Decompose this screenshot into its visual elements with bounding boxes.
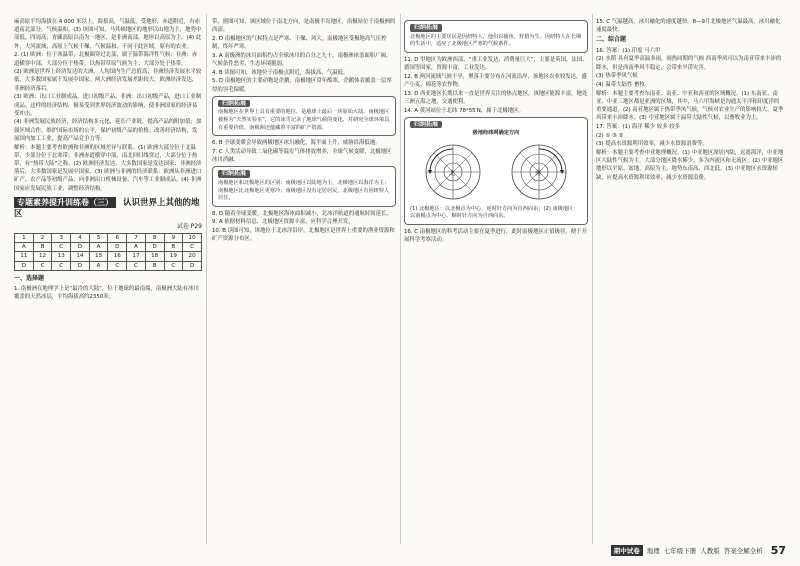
paragraph: 14. A 黄河站位于北纬 78°55′N，属于北极地区。 xyxy=(404,107,524,114)
column-2 xyxy=(212,18,396,244)
paragraph: 10. B 读图可知，该地位于北冰洋沿岸，北极地区是世界上重要的渔业资源和矿产资源分布区。 xyxy=(212,228,395,243)
paragraph: (3) 热带季风气候 xyxy=(596,73,638,80)
paragraph: 12. B 两河流域气候干旱，聚落主要分布在河流沿岸，该地区农业较发达，盛产小麦、棉花等农作物。 xyxy=(404,73,587,88)
table-cell: 5 xyxy=(89,233,108,242)
table-cell: 9 xyxy=(164,233,183,242)
table-cell: D xyxy=(183,261,202,270)
table-cell: 4 xyxy=(71,233,90,242)
paragraph: 13. D 西亚地区长期以来一直是世界关注的热点地区，该地区能源丰富，地处三洲五海之地，交通便利。 xyxy=(404,90,588,105)
table-row xyxy=(15,233,202,242)
summary-box xyxy=(212,96,396,136)
page-number: 57 xyxy=(770,543,786,557)
paragraph: (3) 提高水资源利用效率，减少水资源浪费等。 xyxy=(596,141,708,148)
paragraph: (2) ① ③ ② xyxy=(596,132,624,139)
table-cell: 8 xyxy=(145,233,164,242)
table-cell: C xyxy=(183,243,202,252)
diagram-title: 极地经纬网确定方向 xyxy=(472,130,520,137)
analysis: 解析：本题主要考查东南亚、南亚、中亚和西亚的区域概况。(1) 东南亚、南亚、中亚三地区都是亚洲的区域，其中，马六甲海峡是沟通太平洋和印度洋的重要通道。(2) 南亚地区属于热带季风气候，气候对农业生产的影响较大，夏季风带来丰沛降水。(3) 中亚地区属于温带大陆性气候，以畜牧业为主。 xyxy=(596,90,784,122)
table-cell: 18 xyxy=(145,252,164,261)
footer-grade: 七年级下册 xyxy=(663,546,697,555)
table-row xyxy=(15,252,202,261)
paragraph: 2. D 南极地区的气候特点是严寒、干燥、风大。南极地区受极地高气压控制，终年严寒。 xyxy=(212,35,387,51)
table-row xyxy=(15,243,202,252)
column-1 xyxy=(14,18,202,302)
section-title: 认识世界上其他的地区 xyxy=(14,197,200,219)
table-cell: C xyxy=(52,243,71,252)
table-cell: A xyxy=(89,261,108,270)
box-text: 北极地区的主要居民是因纽特人，他们以捕鱼、狩猎为生。因纽特人在长期的生活中，适应了北极地区严寒的气候条件。 xyxy=(410,33,582,48)
table-cell: D xyxy=(71,243,90,252)
paragraph: 1. 南极洲在地理学上是“最冷的大陆”，位于地球的最南端，南极洲大陆有冰川覆盖的天然冰层，平均海拔高约2350米。 xyxy=(14,285,199,301)
column-divider xyxy=(206,14,207,544)
column-divider xyxy=(592,14,593,544)
column-4 xyxy=(596,18,784,182)
analysis: 解析：本题主要考查欧洲和非洲的区域差异与联系。(1) 欧洲大部分位于北温带，少部分位于北寒带；非洲赤道横穿中部，南北回归线穿过，大部分位于热带，有“热带大陆”之称。(2) 欧洲经济发达，大多数国家是发达国家；非洲经济落后，大多数国家是发展中国家。(3) 欧洲与非洲的经济联系：欧洲从非洲进口矿产、农产品等初级产品，向非洲出口机械设备、汽车等工业制成品。(4) 非洲国家应发展民族工业，调整经济结构。 xyxy=(14,144,202,192)
footer-tag: 答案全解全析 xyxy=(723,546,763,555)
table-cell: C xyxy=(164,261,183,270)
paper-reference: 试卷 P29 xyxy=(176,222,202,230)
table-cell: 2 xyxy=(33,233,52,242)
answer: 17. 答案：(1) 海洋 稀少 较多 较多 xyxy=(596,123,681,130)
box-heading: 归纳拓展 xyxy=(218,170,250,178)
table-cell: C xyxy=(33,261,52,270)
diagram-box xyxy=(404,117,588,225)
table-cell: C xyxy=(127,261,146,270)
footer-subject: 地理 xyxy=(646,546,660,555)
polar-diagrams xyxy=(410,141,582,203)
table-cell: B xyxy=(33,243,52,252)
paragraph: 4. B 读图可知，该地位于南极点附近，海拔高、气温低。 xyxy=(212,69,349,76)
summary-box xyxy=(212,166,396,206)
table-cell: C xyxy=(52,261,71,270)
table-cell: 14 xyxy=(71,252,90,261)
table-cell: 20 xyxy=(183,252,202,261)
north-pole-diagram xyxy=(418,141,488,203)
paragraph: 11. D 甲地区为欧洲西部，“重工业发达，消费量巨大”，主要是英国、法国、德国等国家，资源丰富，工业发达。 xyxy=(404,56,588,71)
box-text: (1) 北极地区：以北极点为中心，逆时针方向为自西向东；(2) 南极地区：以南极点为中心，顺时针方向为自西向东。 xyxy=(410,205,579,220)
paragraph: 8. D 随着全球变暖，北极地区海冰面积减小，北冰洋航道的通航时间延长。 xyxy=(212,210,392,217)
table-cell: 13 xyxy=(52,252,71,261)
table-cell: D xyxy=(108,243,127,252)
table-cell: 12 xyxy=(33,252,52,261)
column-divider xyxy=(400,14,401,544)
section-heading xyxy=(14,197,202,220)
table-cell: 10 xyxy=(183,233,202,242)
table-cell: A xyxy=(89,243,108,252)
table-cell: 17 xyxy=(127,252,146,261)
footer-edition: 人教版 xyxy=(700,546,720,555)
table-cell: B xyxy=(164,243,183,252)
table-cell: A xyxy=(15,243,34,252)
table-cell: 19 xyxy=(164,252,183,261)
page-footer xyxy=(611,544,786,556)
box-heading: 归纳拓展 xyxy=(410,24,442,32)
paragraph: 3. A 南极洲的冰川面积约占全球冰川的百分之九十，南极洲冰盖面积广阔，气候条件恶劣，生态环境脆弱。 xyxy=(212,52,392,68)
paragraph: 16. C 南极地区的科考活动主要在夏季进行，此时南极地区正值极昼，便于开展科学考察活动。 xyxy=(404,229,587,244)
table-cell: D xyxy=(145,243,164,252)
subheading: 一、选择题 xyxy=(14,274,45,282)
table-row xyxy=(15,261,202,270)
subheading: 二、综合题 xyxy=(596,36,627,44)
pole-label: 南 xyxy=(535,169,542,177)
table-cell: B xyxy=(145,261,164,270)
paragraph: (3) 欧洲：出口工业制成品，进口初级产品。非洲：出口初级产品，进口工业制成品。这样的经济结构，极易受到世界经济波动的影响，使非洲国家的经济易受冲击。 xyxy=(14,94,202,117)
table-cell: D xyxy=(15,261,34,270)
paragraph: (4) 温带大陆性 畜牧 xyxy=(596,81,645,88)
paragraph: (2) 欧洲是世界上经济发达的大洲，人均国内生产总值高；非洲经济发展水平较低，大多数国家属于发展中国家。两大洲经济发展差距较大，欧洲经济发达，非洲经济落后。 xyxy=(14,69,202,92)
paragraph: 9. A 依据材料信息，北极地区资源丰富，应科学合理开发。 xyxy=(212,219,354,226)
analysis: 解析：本题主要考查中亚地理概况。(1) 中亚地区深居内陆，远离海洋，中亚地区大陆性气候为主，大部分地区降水稀少，多为内流区和无流区。(2) 中亚地区地形以平原、盆地、高原为主，地势东南高、西北低。(3) 中亚地区水资源短缺，应提高水资源利用效率，减少水资源浪费。 xyxy=(596,150,784,181)
summary-box xyxy=(404,20,588,53)
answer: 16. 答案：(1) 印度 马六甲 xyxy=(596,47,661,54)
table-cell: 7 xyxy=(127,233,146,242)
paragraph: (4) 非洲发展民族经济，经济结构多元化，延长产业链，提高产品的附加值；加强区域合作，维护国际市场的公平，保护初级产品的价格；改善经济结构，发展国内加工工业，提高产品竞争力等。 xyxy=(14,119,202,142)
table-cell: C xyxy=(108,261,127,270)
footer-label: 期中试卷 xyxy=(611,545,643,556)
paragraph: 5. D 南极地区的主要动物是企鹅，南极地区常年酷寒，企鹅体表覆盖一层厚厚的羽毛保暖。 xyxy=(212,78,392,93)
table-cell: 3 xyxy=(52,233,71,242)
pole-label: 北 xyxy=(449,169,456,177)
table-cell: 11 xyxy=(15,252,34,261)
table-cell: D xyxy=(71,261,90,270)
table-cell: 15 xyxy=(89,252,108,261)
paragraph: 麻高原平均海拔在 4 000 米以上，海拔高，气温低，受地形，赤道附近，有赤道南北部分，气候温和。(3) 该图可知，马其顿地区的地形以山地为主，地势中部低、四周高；青藏高原以南为一地区，是非洲南部，地形以高原为主。(4) 此外，大河流域，高原上气候干燥，气候温和，不同于此区域，原有的农业。 xyxy=(14,19,202,50)
box-text: 南极地区和北极地区的区别：南极地区以陆地为主，北极地区以海洋为主；南极地区比北极地区更寒冷；南极地区没有定居居民，北极地区有因纽特人居住。 xyxy=(218,179,390,202)
table-cell: A xyxy=(127,243,146,252)
column-3 xyxy=(404,18,588,245)
table-cell: 1 xyxy=(15,233,34,242)
table-cell: 6 xyxy=(108,233,127,242)
section-tag: 专题素养提升训练卷（三） xyxy=(14,197,116,208)
paragraph: 15. C 气温越高，冰川融化的速度越快。8—9月北极地区气温最高，冰川融化速度最快。 xyxy=(596,19,781,34)
south-pole-diagram xyxy=(504,141,574,203)
paragraph: 带。据图可知，该区域位于南北方向，是南极半岛地区，南极站位于南极洲的西部。 xyxy=(212,19,396,34)
paragraph: 2. (1) 欧洲：位于寒温带，北极圈穿过北部，属于温带海洋性气候；非洲：赤道横穿中部，大部分位于热带，以热带草原气候为主；大部分处于热带。 xyxy=(14,52,198,67)
box-text: 南极地区在世界上具有重要的地位，是地球上最后一块原始大陆。南极地区被称为“天然实验室”，它的冰雪记录了地球气候的变化，对研究全球环境具有重要价值。南极洲还蕴藏着丰富的矿产资源。 xyxy=(218,109,390,131)
paragraph: 7. C 人类活动导致二氧化碳等温室气体排放增多，全球气候变暖，北极地区冰川消融。 xyxy=(212,148,392,164)
box-heading: 归纳拓展 xyxy=(218,100,250,108)
answer-table xyxy=(14,233,202,271)
table-cell: 16 xyxy=(108,252,127,261)
box-heading: 归纳拓展 xyxy=(410,121,442,129)
paragraph: (2) 水稻 具有夏季高温多雨，雨热同期的气候 西南季风可以为南亚带来丰沛的降水，但是西南季风不稳定，会带来旱涝灾害。 xyxy=(596,56,782,71)
paragraph: 6. B 全球变暖会导致两极地区冰川融化，海平面上升，威胁沿海低地。 xyxy=(212,140,381,147)
